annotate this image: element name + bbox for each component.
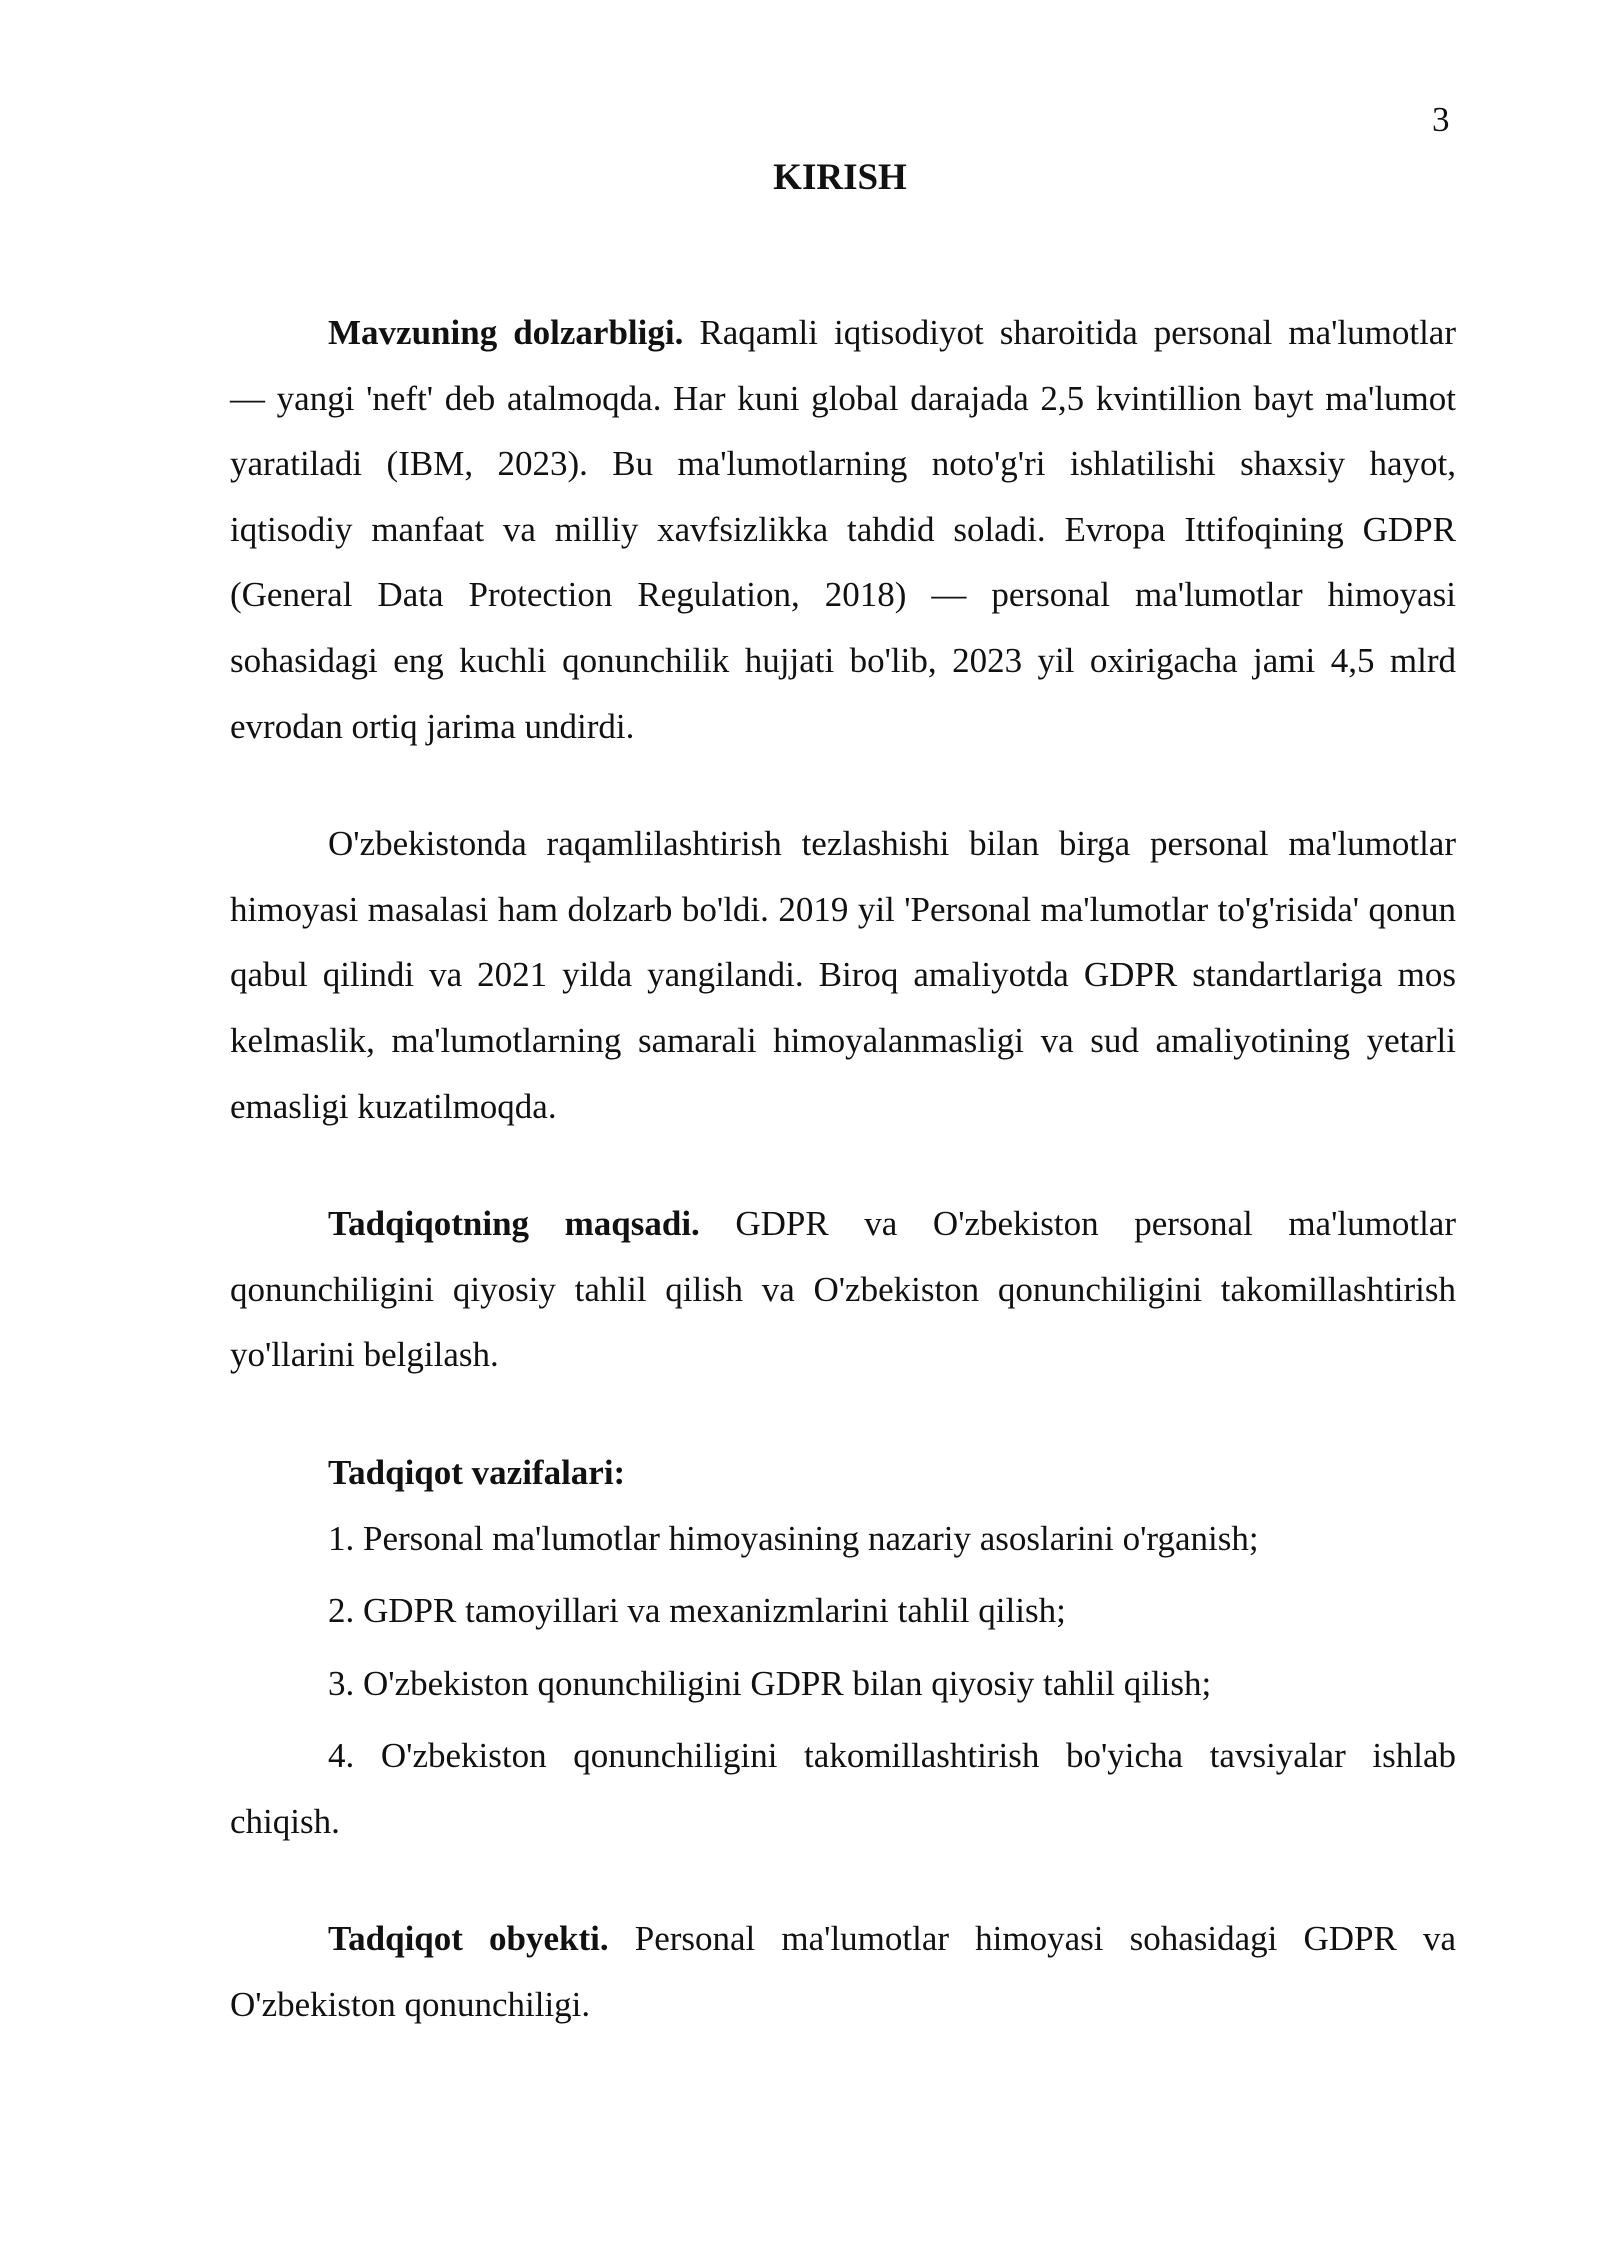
relevance-label: Mavzuning dolzarbligi.	[328, 313, 684, 352]
goal-label: Tadqiqotning maqsadi.	[328, 1204, 700, 1244]
page-number: 3	[1432, 100, 1450, 139]
object-label: Tadqiqot obyekti.	[328, 1919, 609, 1959]
relevance-paragraph	[230, 300, 1456, 759]
object-paragraph	[230, 1906, 1456, 2037]
uzbekistan-paragraph: O'zbekistonda raqamlilashtirish tezlashishi bilan birga personal ma'lumotlar himoyasi masalasi ham dolzarb bo'ldi. 2019 yil 'Personal ma'lumotlar to'g'risida' qonun qabul qilindi va 2021 yilda yangilandi. Biroq amaliyotda GDPR standartlariga mos kelmaslik, ma'lumotlarning samarali himoyalanmasligi va sud amaliyotining yetarli emasligi kuzatilmoqda.	[230, 824, 1456, 1126]
section-title: KIRISH	[773, 157, 907, 198]
task-item: 3. O'zbekiston qonunchiligini GDPR bilan qiyosiy tahlil qilish;	[328, 1663, 1212, 1703]
document-body	[230, 300, 1456, 2038]
relevance-text: Raqamli iqtisodiyot sharoitida personal ma'lumotlar — yangi 'neft' deb atalmoqda. Har kuni global darajada 2,5 kvintillion bayt ma'lumot yaratiladi (IBM, 2023). Bu ma'lumotlarning noto'g'ri ishlatilishi shaxsiy hayot, iqtisodiy manfaat va milliy xavfsizlikka tahdid soladi. Evropa Ittifoqining GDPR (General Data Protection Regulation, 2018) — personal ma'lumotlar himoyasi sohasidagi eng kuchli qonunchilik hujjati bo'lib, 2023 yil oxirigacha jami 4,5 mlrd evrodan ortiq jarima undirdi.	[230, 313, 1456, 746]
goal-paragraph	[230, 1191, 1456, 1388]
goal-text: GDPR va O'zbekiston personal ma'lumotlar qonunchiligini qiyosiy tahlil qilish va O'zbekiston qonunchiligini takomillashtirish yo'llarini belgilash.	[230, 1204, 1456, 1375]
task-item: 2. GDPR tamoyillari va mexanizmlarini tahlil qilish;	[328, 1591, 1066, 1631]
object-text: Personal ma'lumotlar himoyasi sohasidagi GDPR va O'zbekiston qonunchiligi.	[230, 1919, 1456, 2025]
task-item: 4. O'zbekiston qonunchiligini takomillashtirish bo'yicha tavsiyalar ishlab chiqish.	[230, 1736, 1456, 1841]
tasks-heading: Tadqiqot vazifalari:	[328, 1452, 626, 1492]
task-list	[230, 1506, 1456, 1855]
task-item: 1. Personal ma'lumotlar himoyasining nazariy asoslarini o'rganish;	[328, 1518, 1259, 1558]
